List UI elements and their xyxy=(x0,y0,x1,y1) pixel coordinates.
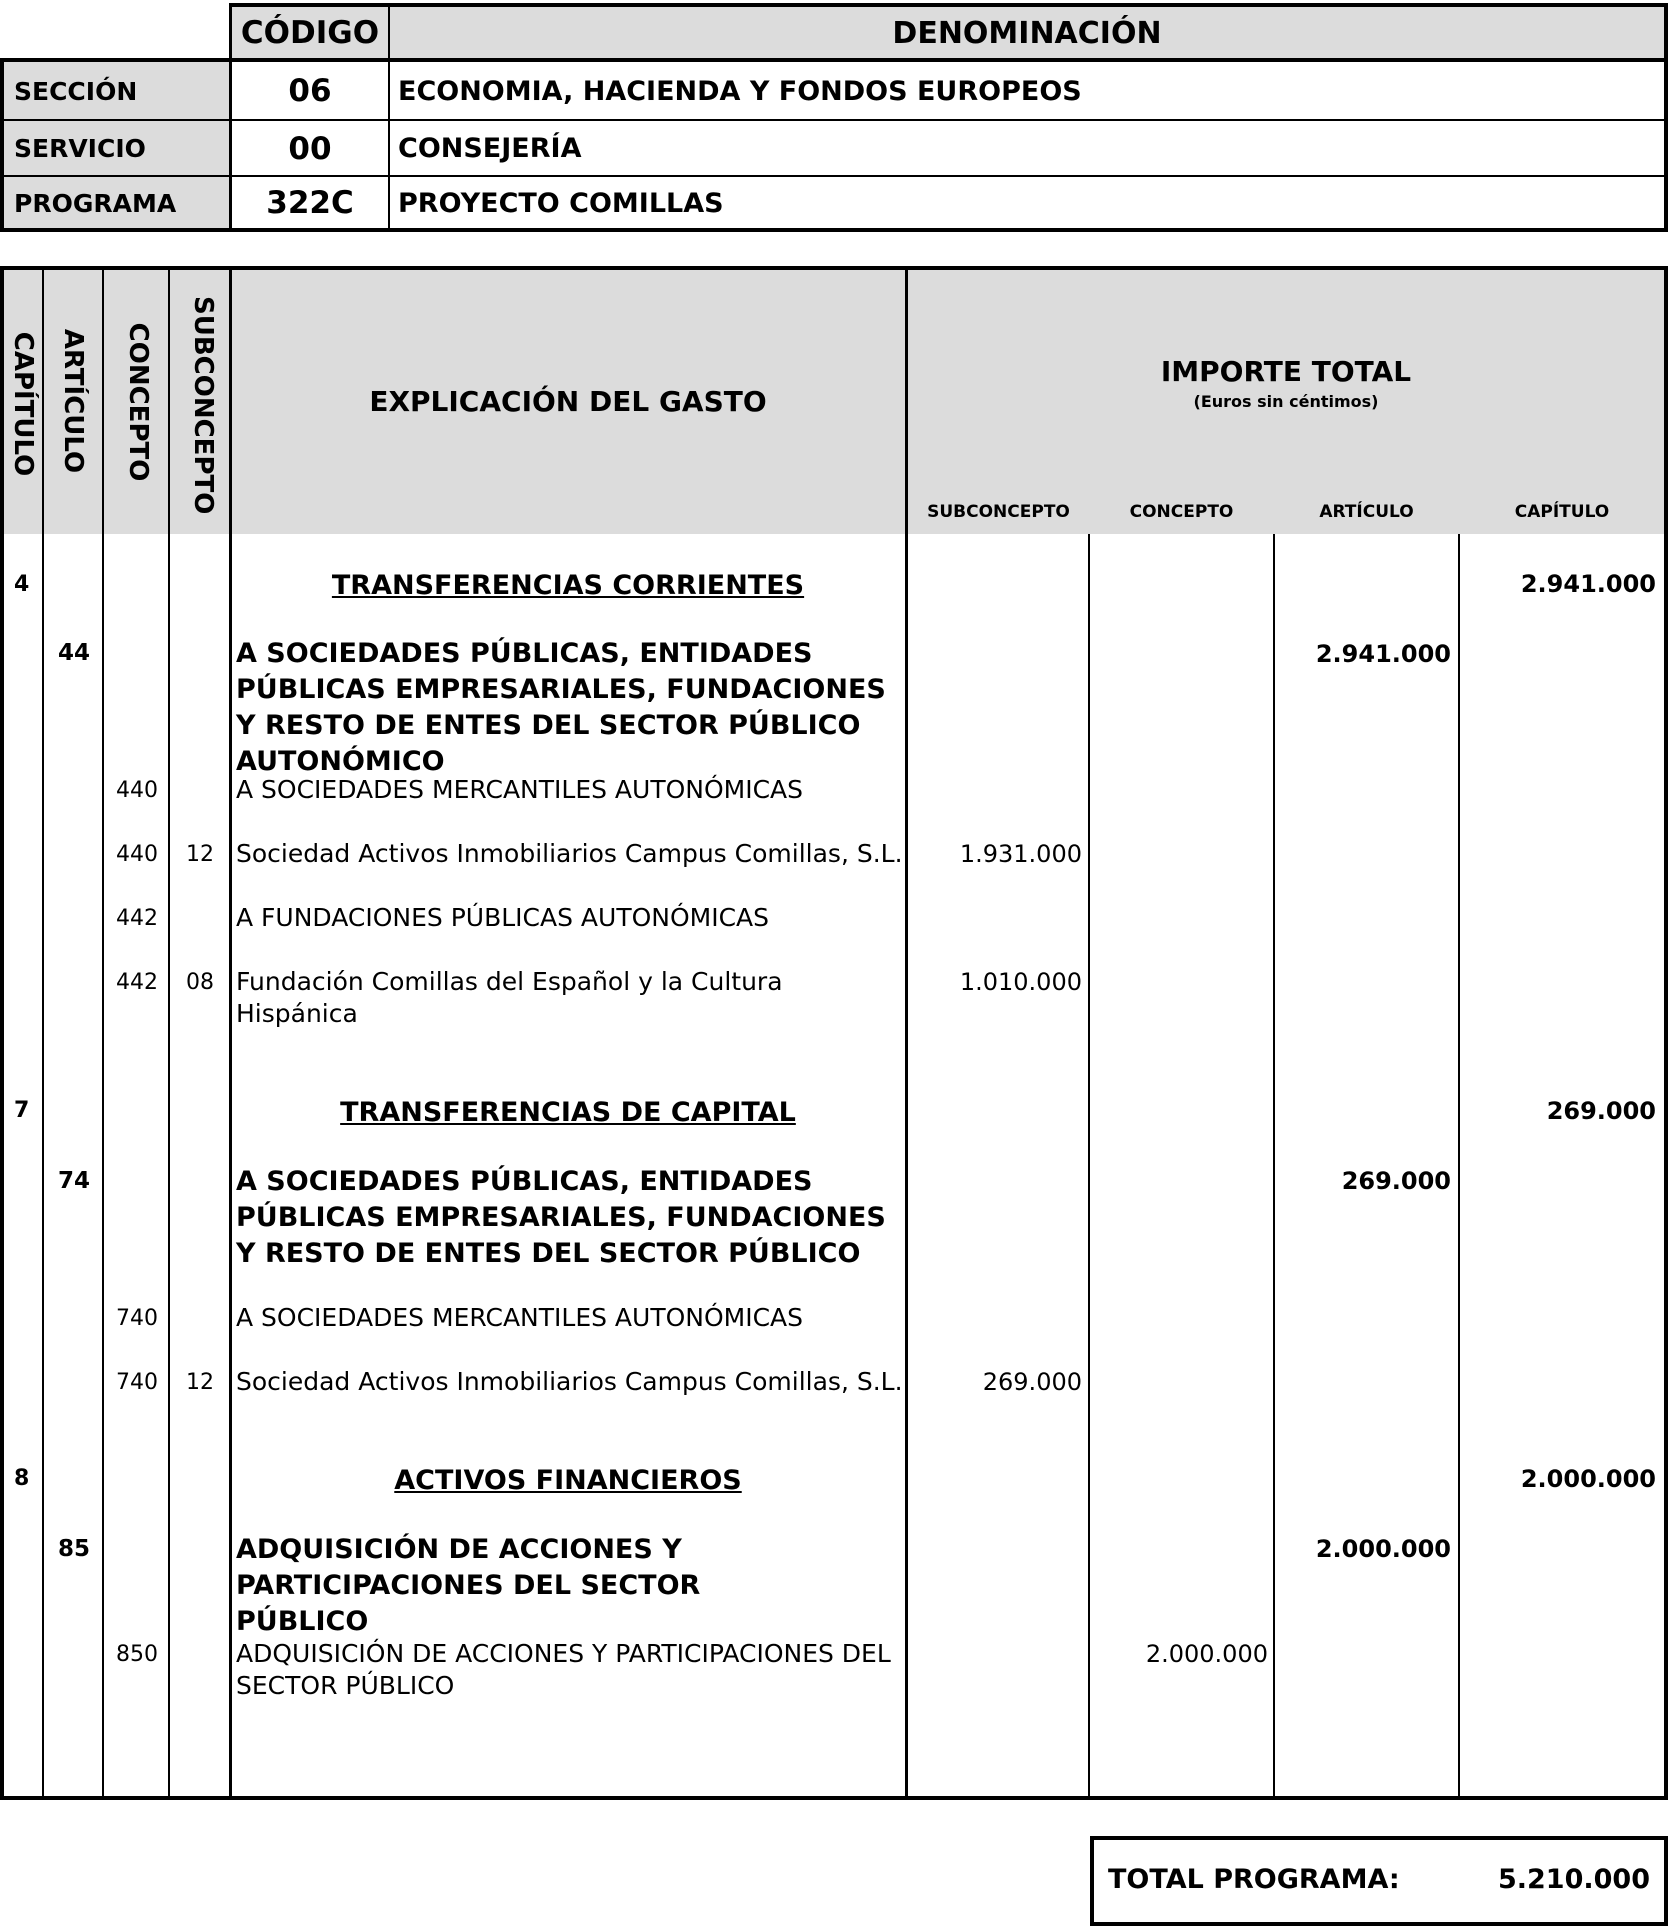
header-label-programa: PROGRAMA xyxy=(14,188,177,218)
cap8-code: 8 xyxy=(14,1466,30,1491)
col-explicacion: EXPLICACIÓN DEL GASTO xyxy=(369,385,767,418)
s440-12-amount: 1.931.000 xyxy=(959,840,1082,868)
s442-08-code: 442 xyxy=(116,970,158,995)
header-code-servicio: 00 xyxy=(288,130,332,167)
s442-08-sub: 08 xyxy=(186,970,214,995)
cap7-code: 7 xyxy=(14,1098,30,1123)
cap4-amount: 2.941.000 xyxy=(1520,570,1656,598)
s442-08-text: Fundación Comillas del Español y la Cultura Hispánica xyxy=(236,967,783,1028)
c740-code: 740 xyxy=(116,1306,158,1331)
s440-12-code: 440 xyxy=(116,842,158,867)
importe-title: IMPORTE TOTAL xyxy=(1160,355,1412,388)
cap4-code: 4 xyxy=(14,572,30,597)
header-col-code: CÓDIGO xyxy=(240,15,380,51)
col-concepto: CONCEPTO xyxy=(123,322,153,482)
col-importe-concepto: CONCEPTO xyxy=(1129,502,1234,522)
cap8-amount: 2.000.000 xyxy=(1520,1465,1656,1493)
s740-12-amount: 269.000 xyxy=(982,1368,1082,1396)
header-name-programa: PROYECTO COMILLAS xyxy=(398,187,724,219)
col-subconcepto: SUBCONCEPTO xyxy=(188,296,218,515)
c850-text: ADQUISICIÓN DE ACCIONES Y PARTICIPACIONES DEL SECTOR PÚBLICO xyxy=(236,1639,891,1700)
c442-text: A FUNDACIONES PÚBLICAS AUTONÓMICAS xyxy=(236,903,770,932)
art74-code: 74 xyxy=(58,1168,91,1194)
cap4-title: TRANSFERENCIAS CORRIENTES xyxy=(331,570,805,601)
header-label-servicio: SERVICIO xyxy=(14,134,146,163)
art74-text: A SOCIEDADES PÚBLICAS, ENTIDADES PÚBLICAS EMPRESARIALES, FUNDACIONES Y RESTO DE ENTES DEL SECTOR PÚBLICO xyxy=(236,1166,886,1269)
col-articulo: ARTÍCULO xyxy=(58,328,88,474)
header-label-seccion: SECCIÓN xyxy=(14,76,138,106)
art44-amount: 2.941.000 xyxy=(1315,640,1451,668)
header-name-seccion: ECONOMIA, HACIENDA Y FONDOS EUROPEOS xyxy=(398,75,1082,107)
header-code-seccion: 06 xyxy=(288,73,332,109)
s440-12-sub: 12 xyxy=(186,842,214,867)
col-importe-articulo: ARTÍCULO xyxy=(1319,502,1414,522)
art44-code: 44 xyxy=(58,640,91,666)
header-col-name: DENOMINACIÓN xyxy=(892,15,1162,51)
cap7-amount: 269.000 xyxy=(1546,1097,1656,1125)
s442-08-amount: 1.010.000 xyxy=(959,968,1082,996)
s440-12-text: Sociedad Activos Inmobiliarios Campus Comillas, S.L. xyxy=(236,839,903,868)
header-code-programa: 322C xyxy=(266,185,354,221)
c850-code: 850 xyxy=(116,1642,158,1667)
col-capitulo: CAPÍTULO xyxy=(8,331,38,477)
art85-code: 85 xyxy=(58,1536,91,1562)
art85-amount: 2.000.000 xyxy=(1315,1535,1451,1563)
s740-12-code: 740 xyxy=(116,1370,158,1395)
art44-text: A SOCIEDADES PÚBLICAS, ENTIDADES PÚBLICAS EMPRESARIALES, FUNDACIONES Y RESTO DE ENTES DEL SECTOR PÚBLICO AUTONÓMICO xyxy=(236,638,886,777)
importe-subtitle: (Euros sin céntimos) xyxy=(1193,392,1379,411)
art85-text: ADQUISICIÓN DE ACCIONES Y PARTICIPACIONES DEL SECTOR PÚBLICO xyxy=(236,1534,701,1637)
c440-code: 440 xyxy=(116,778,158,803)
cap8-title: ACTIVOS FINANCIEROS xyxy=(394,1465,742,1496)
cap7-title: TRANSFERENCIAS DE CAPITAL xyxy=(340,1097,796,1128)
s740-12-sub: 12 xyxy=(186,1370,214,1395)
art74-amount: 269.000 xyxy=(1341,1167,1451,1195)
col-importe-capitulo: CAPÍTULO xyxy=(1514,502,1610,522)
c440-text: A SOCIEDADES MERCANTILES AUTONÓMICAS xyxy=(236,775,804,804)
total-label: TOTAL PROGRAMA: xyxy=(1108,1864,1400,1895)
col-importe-subconcepto: SUBCONCEPTO xyxy=(927,502,1070,522)
header-name-servicio: CONSEJERÍA xyxy=(398,133,582,164)
total-amount: 5.210.000 xyxy=(1497,1864,1650,1895)
s740-12-text: Sociedad Activos Inmobiliarios Campus Comillas, S.L. xyxy=(236,1367,903,1396)
c850-amount: 2.000.000 xyxy=(1145,1640,1268,1668)
c442-code: 442 xyxy=(116,906,158,931)
c740-text: A SOCIEDADES MERCANTILES AUTONÓMICAS xyxy=(236,1303,804,1332)
